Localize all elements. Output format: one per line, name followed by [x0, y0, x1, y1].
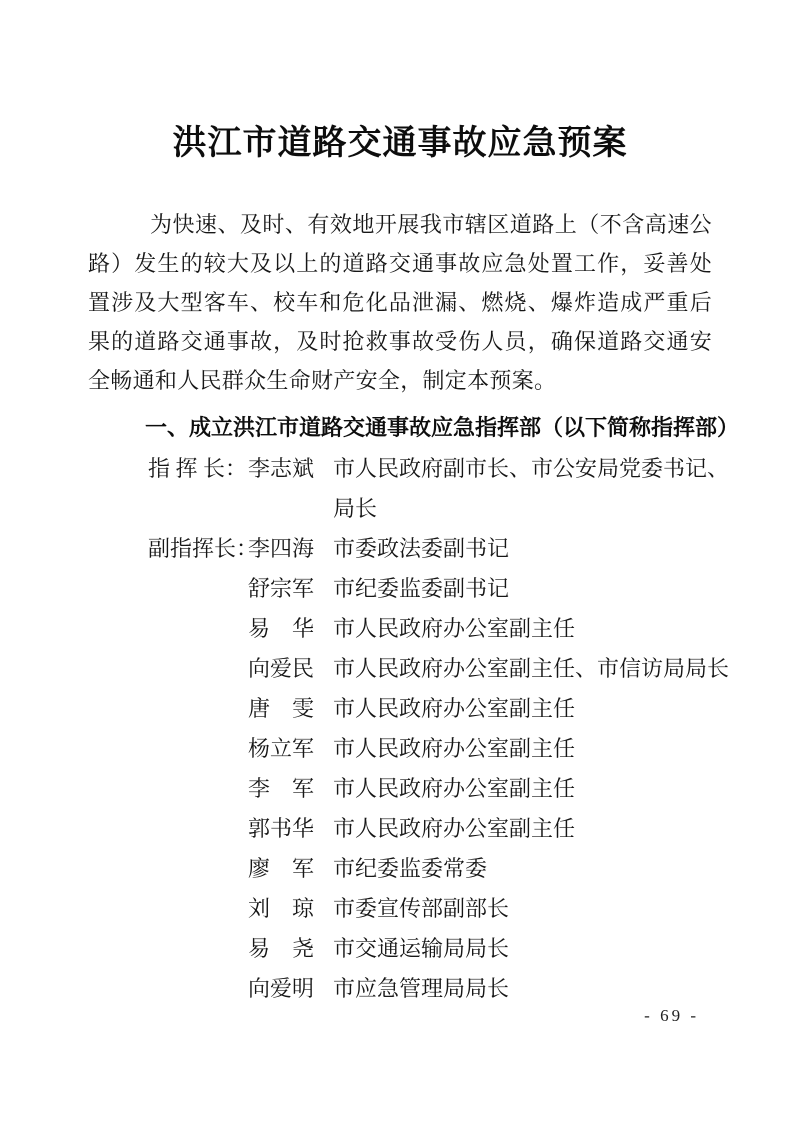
roster-row: [148, 889, 712, 929]
roster-name: 廖 军: [248, 856, 315, 881]
roster-position: 市人民政府办公室副主任: [333, 816, 576, 841]
roster-position: 市人民政府办公室副主任、市信访局局长: [333, 656, 730, 681]
roster-name: 向爱明: [248, 976, 315, 1001]
roster-position: 市人民政府副市长、市公安局党委书记、: [333, 456, 730, 481]
roster-row: [148, 729, 712, 769]
roster-name: 刘 琼: [248, 896, 315, 921]
roster-row: [148, 769, 712, 809]
roster-name: 舒宗军: [248, 576, 315, 601]
roster-row: [148, 569, 712, 609]
intro-paragraph: 为快速、及时、有效地开展我市辖区道路上（不含高速公路）发生的较大及以上的道路交通事故应急处置工作，妥善处置涉及大型客车、校车和危化品泄漏、燃烧、爆炸造成严重后果的道路交通事故，及时抢救事故受伤人员，确保道路交通安全畅通和人民群众生命财产安全，制定本预案。: [88, 212, 712, 393]
roster-row: [148, 929, 712, 969]
roster-list: [88, 449, 730, 1009]
roster-position: 市应急管理局局长: [333, 976, 510, 1001]
roster-row: [148, 969, 712, 1009]
roster-name: 易 华: [248, 616, 315, 641]
roster-row-commander-cont: [148, 489, 712, 529]
roster-position: 市委政法委副书记: [333, 536, 510, 561]
roster-name: 向爱民: [248, 656, 315, 681]
section-heading: 一、成立洪江市道路交通事故应急指挥部（以下简称指挥部）: [145, 415, 740, 440]
roster-position: 市委宣传部副部长: [333, 896, 510, 921]
roster-row: [148, 809, 712, 849]
roster-position: 市纪委监委常委: [333, 856, 488, 881]
roster-name: 杨立军: [248, 736, 315, 761]
roster-position: 市交通运输局局长: [333, 936, 510, 961]
roster-row: [148, 649, 730, 689]
roster-row: [148, 849, 712, 889]
roster-position: 市人民政府办公室副主任: [333, 776, 576, 801]
roster-name: 李四海: [248, 536, 315, 561]
page-number: - 69 -: [644, 1006, 699, 1025]
roster-label: 指 挥 长：: [148, 456, 248, 481]
roster-name: 易 尧: [248, 936, 315, 961]
roster-label: 副指挥长：: [148, 536, 259, 561]
roster-row: [148, 609, 712, 649]
roster-position: 市纪委监委副书记: [333, 576, 510, 601]
roster-row-commander: [148, 449, 730, 489]
roster-row: [148, 689, 712, 729]
roster-row-deputy: [148, 529, 712, 569]
roster-name: 唐 雯: [248, 696, 315, 721]
roster-name: 李志斌: [248, 456, 315, 481]
roster-name: 郭书华: [248, 816, 315, 841]
roster-position: 市人民政府办公室副主任: [333, 616, 576, 641]
roster-position: 局长: [333, 496, 378, 521]
roster-position: 市人民政府办公室副主任: [333, 696, 576, 721]
roster-position: 市人民政府办公室副主任: [333, 736, 576, 761]
page-title: 洪江市道路交通事故应急预案: [172, 125, 628, 162]
roster-name: 李 军: [248, 776, 315, 801]
